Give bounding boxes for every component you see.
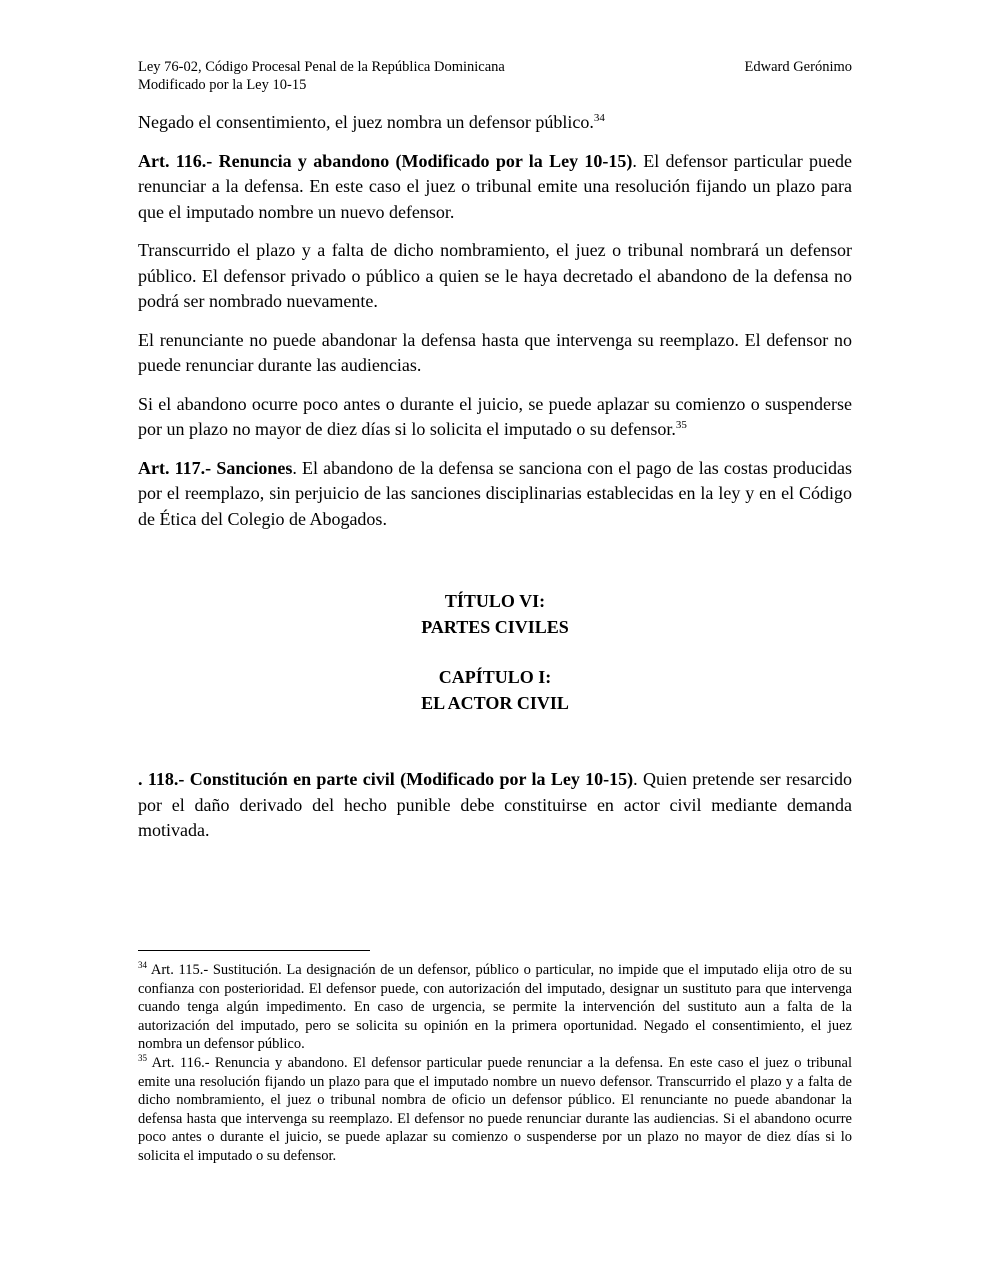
title-name: PARTES CIVILES (421, 616, 569, 637)
header-author: Edward Gerónimo (744, 59, 852, 75)
footnote-34 (138, 961, 852, 1054)
paragraph-text: Negado el consentimiento, el juez nombra un defensor público. (138, 112, 594, 132)
footnote-text: Art. 116.- Renuncia y abandono. El defensor particular puede renunciar a la defensa. En este caso el juez o tribunal emite una resolución fijando un plazo para que el imputado nombre un nuevo defensor. Transcurrido el plazo y a falta de dicho nombramiento, el juez o tribunal nombra de oficio un defensor público. El renunciante no puede abandonar la defensa hasta que intervenga su reemplazo. El defensor no puede renunciar durante las audiencias. Si el abandono ocurre poco antes o durante el juicio, se puede aplazar su comienzo o suspenderse por un plazo no mayor de diez días si lo solicita el imputado o su defensor. (138, 1054, 852, 1164)
paragraph-transcurrido: Transcurrido el plazo y a falta de dicho nombramiento, el juez o tribunal nombrará un defensor público. El defensor privado o público a quien se le haya decretado el abandono de la defensa no podrá ser nombrado nuevamente. (138, 240, 852, 311)
header-modification: Modificado por la Ley 10-15 (138, 77, 307, 93)
article-118 (138, 767, 852, 857)
footnote-ref[interactable]: 34 (593, 112, 605, 124)
body-text (138, 110, 852, 545)
footnote-35 (138, 1054, 852, 1166)
article-heading: . 118.- Constitución en parte civil (Modificado por la Ley 10-15) (138, 769, 634, 789)
footnotes (138, 961, 852, 1166)
page-header (138, 58, 852, 94)
footnote-number: 34 (138, 960, 147, 971)
document-page (138, 0, 852, 1280)
article-paragraph (138, 767, 852, 844)
paragraph-consent (138, 110, 852, 136)
article-117 (138, 456, 852, 533)
footnote-text: Art. 115.- Sustitución. La designación de un defensor, público o particular, no impide que el imputado elija otro de su confianza con posterioridad. El defensor puede, con autorización del imputado, designar un sustituto para que intervenga cuando tenga algún impedimento. En caso de urgencia, se permite la intervención del sustituto aun a falta de la autorización del imputado, pero se solicita su opinión en la primera oportunidad. Negado el consentimiento, el juez nombra un defensor público. (138, 962, 852, 1053)
header-law-title: Ley 76-02, Código Procesal Penal de la República Dominicana (138, 59, 505, 75)
footnote-separator (138, 950, 370, 951)
title-heading (138, 589, 852, 640)
chapter-number: CAPÍTULO I: (438, 667, 552, 687)
article-heading: Art. 117.- Sanciones (138, 457, 293, 478)
article-116 (138, 149, 852, 226)
header-left (138, 58, 505, 94)
paragraph-renunciante: El renunciante no puede abandonar la defensa hasta que intervenga su reemplazo. El defensor no puede renunciar durante las audiencias. (138, 329, 852, 375)
chapter-name: EL ACTOR CIVIL (421, 692, 569, 713)
article-text: . El defensor particular puede renunciar a la defensa. En este caso el juez o tribunal emite una resolución fijando un plazo para que el imputado nombre un nuevo defensor. (138, 150, 853, 222)
article-heading: Art. 116.- Renuncia y abandono (Modificado por la Ley 10-15) (138, 150, 633, 171)
footnote-number: 35 (138, 1053, 147, 1064)
title-number: TÍTULO VI: (444, 591, 546, 611)
footnote-ref[interactable]: 35 (675, 419, 687, 431)
article-text: . Quien pretende ser resarcido por el daño derivado del hecho punible debe constituirse en actor civil mediante demanda motivada. (138, 769, 852, 840)
chapter-heading (138, 665, 852, 716)
paragraph-text: Si el abandono ocurre poco antes o durante el juicio, se puede aplazar su comienzo o suspenderse por un plazo no mayor de diez días si lo solicita el imputado o su defensor. (138, 393, 852, 439)
article-text: . El abandono de la defensa se sanciona con el pago de las costas producidas por el reemplazo, sin perjuicio de las sanciones disciplinarias establecidas en la ley y en el Código de Ética del Colegio de Abogados. (138, 457, 853, 529)
paragraph-abandono (138, 392, 852, 443)
